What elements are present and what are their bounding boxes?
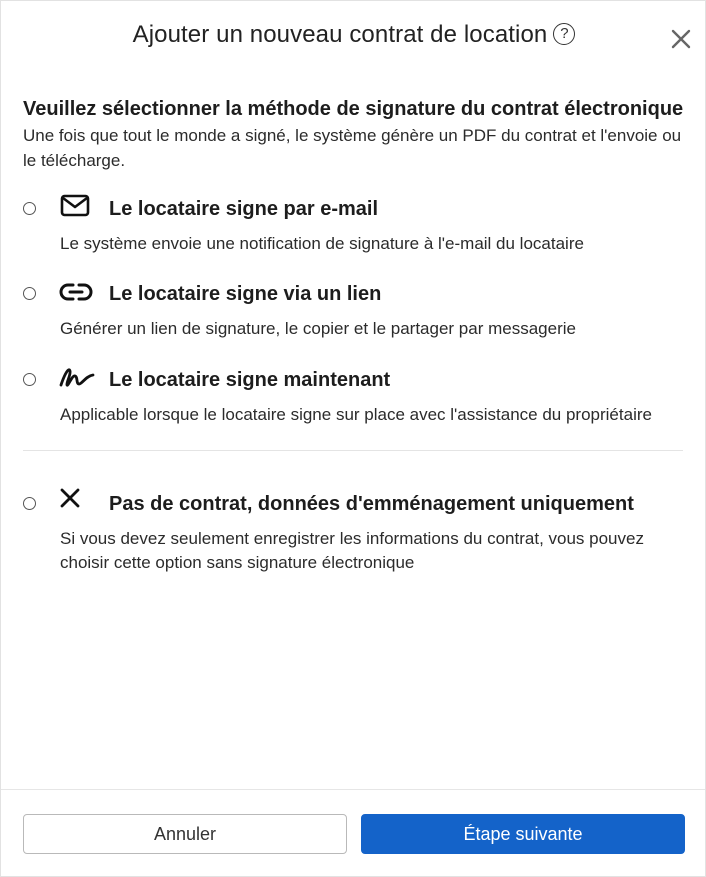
option-label: Pas de contrat, données d'emménagement uniquement	[109, 493, 634, 515]
radio-sign-via-link[interactable]	[23, 287, 36, 300]
option-description: Si vous devez seulement enregistrer les informations du contrat, vous pouvez choisir cette option sans signature électronique	[60, 529, 644, 572]
option-label: Le locataire signe par e-mail	[109, 198, 378, 220]
dialog-header	[1, 1, 706, 73]
envelope-icon	[59, 192, 91, 222]
close-icon	[669, 27, 693, 51]
intro-heading: Veuillez sélectionner la méthode de signature du contrat électronique	[23, 98, 684, 120]
cross-icon	[59, 487, 91, 517]
link-icon	[59, 277, 91, 307]
option-description: Générer un lien de signature, le copier et le partager par messagerie	[60, 319, 576, 338]
dialog-title: Ajouter un nouveau contrat de location	[132, 21, 548, 48]
options-divider	[23, 450, 683, 451]
option-label: Le locataire signe via un lien	[109, 283, 382, 305]
radio-sign-by-email[interactable]	[23, 202, 36, 215]
help-icon[interactable]: ?	[553, 23, 575, 45]
footer-divider	[1, 789, 705, 790]
option-description: Applicable lorsque le locataire signe sur place avec l'assistance du propriétaire	[60, 405, 652, 424]
close-button[interactable]	[669, 27, 693, 51]
intro-description: Une fois que tout le monde a signé, le système génère un PDF du contrat et l'envoie ou le télécharge.	[23, 126, 682, 170]
title-wrap	[1, 21, 706, 49]
intro-section	[23, 97, 687, 173]
signature-icon	[59, 363, 91, 393]
option-description: Le système envoie une notification de signature à l'e-mail du locataire	[60, 234, 584, 253]
radio-no-contract[interactable]	[23, 497, 36, 510]
next-step-button[interactable]: Étape suivante	[361, 814, 685, 854]
option-label: Le locataire signe maintenant	[109, 369, 391, 391]
radio-sign-now[interactable]	[23, 373, 36, 386]
cancel-button[interactable]: Annuler	[23, 814, 347, 854]
